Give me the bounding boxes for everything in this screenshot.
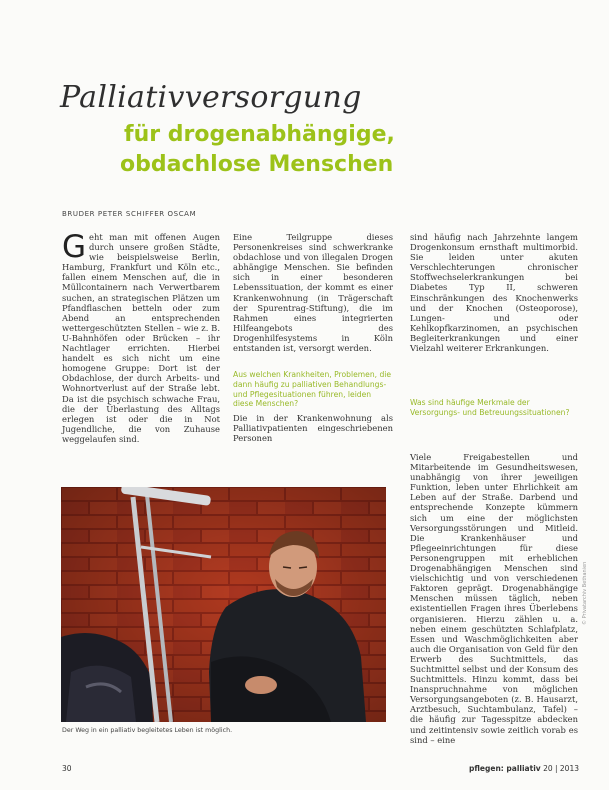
text-column-2: Eine Teilgruppe dieses Personenkreises sind schwerkranke obdachlose und von illegalen Drogen abhängige Menschen. Sie befinden sich in einer besonderen Lebenssituation, der kommt es einer Krankenwohnung (in Trägerschaft der Spurentrag-Stiftung), die im Rahmen eines integrierten Hilfeangebots des Drogenhilfesystems in Köln entstanden ist, versorgt werden. <box>233 232 393 354</box>
author-byline: BRUDER PETER SCHIFFER OSCAM <box>62 210 197 218</box>
man-with-crutches-photo <box>61 487 386 722</box>
interview-question-2: Was sind häufige Merkmale der Versorgungs- und Betreuungssituationen? <box>410 398 570 417</box>
journal-name: pflegen: palliativ <box>469 764 541 773</box>
article-title-script: Palliativversorgung <box>60 80 362 115</box>
article-title-bold <box>120 120 454 180</box>
drop-cap: G <box>62 229 87 265</box>
photo-caption: Der Weg in ein palliativ begleitetes Leben ist möglich. <box>62 727 233 734</box>
title-line-2: obdachlose Menschen <box>120 152 394 177</box>
journal-footer <box>469 764 579 773</box>
text-column-3: sind häufig nach Jahrzehnte langem Drogenkonsum ernsthaft multimorbid. Sie leiden unter akuten Verschlechterungen chronischer Stoffwechselerkrankungen bei Diabetes Typ II, schweren Einschränkungen des Knochenwerks und der Knochen (Osteoporose), Lungen- und oder Kehlkopfkarzinomen, an psychischen Begleiterkrankungen und einer Vielzahl weiterer Erkrankungen. <box>410 232 578 354</box>
interview-question-1: Aus welchen Krankheiten, Problemen, die dann häufig zu palliativen Behandlungs- und Pflegesituationen führen, leiden diese Menschen? <box>233 370 392 409</box>
title-line-1: für drogenabhängige, <box>124 122 395 147</box>
interview-answer-1-start: Die in der Krankenwohnung als Palliativpatienten eingeschriebenen Personen <box>233 413 393 444</box>
article-photo <box>61 487 386 722</box>
journal-issue: 20 | 2013 <box>543 764 579 773</box>
page-number: 30 <box>62 764 72 773</box>
photo-credit: © Privatarchiv Bethanien <box>582 561 588 625</box>
text-column-1 <box>62 229 220 444</box>
column-1-text: eht man mit offenen Augen durch unsere großen Städte, wie beispielsweise Berlin, Hamburg, Frankfurt und Köln etc., fallen einem Menschen auf, die in Müllcontainern nach Verwertbarem suchen, an strategischen Plätzen um Pfandflaschen betteln oder zum Abend an entsprechenden wettergeschützten Stellen – wie z. B. U-Bahnhöfen oder Brücken – ihr Nachtlager errichten. Hierbei handelt es sich nicht um eine homogene Gruppe: Dort ist der Obdachlose, der durch Arbeits- und Wohnortverlust auf der Straße lebt. Da ist die psychisch schwache Frau, die der Überlastung des Alltags erlegen ist oder die in Not Jugendliche, die von Zuhause weggelaufen sind. <box>62 232 220 444</box>
interview-answer-2: Viele Freigabestellen und Mitarbeitende im Gesundheitswesen, unabhängig von ihrer jeweiligen Funktion, leben unter Ehrlichkeit am Leben auf der Straße. Darbend und entsprechende Konzepte kümmern sich um eine der möglichsten Versorgungsstörungen und Mitleid. Die Krankenhäuser und Pflegeeinrichtungen für diese Personengruppen mit erheblichen Drogenabhängigen Menschen sind vielschichtig und von verschiedenen Faktoren geprägt. Drogenabhängige Menschen müssen täglich, neben existentiellen Fragen ihres Überlebens organisieren. Hierzu zählen u. a. neben einem geschützten Schlafplatz, Essen und Waschmöglichkeiten aber auch die Organisation von Geld für den Erwerb des Suchtmittels, das Suchtmittel selbst und der Konsum des Suchtmittels. Hinzu kommt, dass bei Inanspruchnahme von möglichen Versorgungsangeboten (z. B. Hausarzt, Arztbesuch, Suchtambulanz, Tafel) – die häufig zur Tagesspitze abdecken und zeitintensiv sowie zeitlich vorab es sind – eine <box>410 452 578 745</box>
